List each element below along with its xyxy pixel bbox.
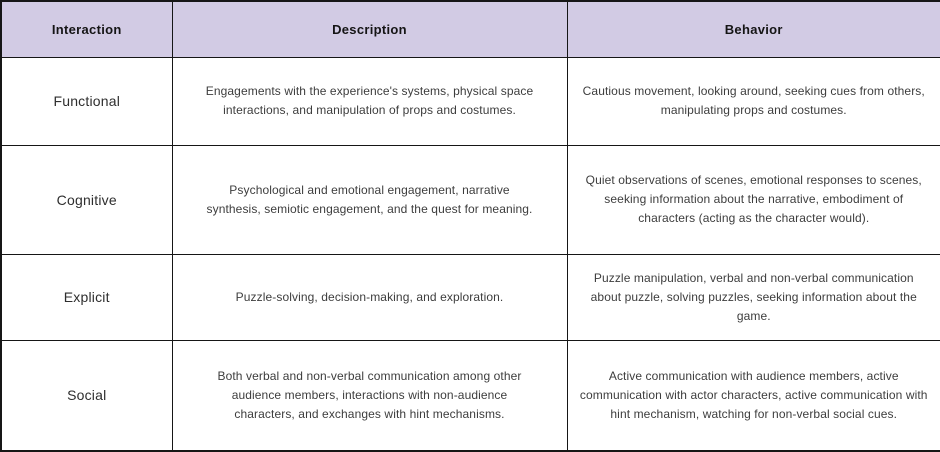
cell-interaction: Social [1,340,172,451]
cell-description: Both verbal and non-verbal communication among other audience members, interactions with non-audience characters, and exchanges with hint mechanisms. [172,340,567,451]
cell-behavior: Cautious movement, looking around, seeking cues from others, manipulating props and costumes. [567,57,940,145]
cell-description: Engagements with the experience's systems, physical space interactions, and manipulation of props and costumes. [172,57,567,145]
table-header-row [1,1,940,57]
table-row-cognitive [1,145,940,254]
cell-behavior: Puzzle manipulation, verbal and non-verbal communication about puzzle, solving puzzles, seeking information about the game. [567,254,940,340]
column-header-behavior: Behavior [567,1,940,57]
cell-interaction: Explicit [1,254,172,340]
cell-behavior: Quiet observations of scenes, emotional responses to scenes, seeking information about the narrative, embodiment of characters (acting as the character would). [567,145,940,254]
column-header-interaction: Interaction [1,1,172,57]
cell-interaction: Functional [1,57,172,145]
table-row-explicit [1,254,940,340]
cell-description: Puzzle-solving, decision-making, and exploration. [172,254,567,340]
column-header-description: Description [172,1,567,57]
cell-interaction: Cognitive [1,145,172,254]
table-row-functional [1,57,940,145]
cell-description: Psychological and emotional engagement, narrative synthesis, semiotic engagement, and the quest for meaning. [172,145,567,254]
table-row-social [1,340,940,451]
cell-behavior: Active communication with audience members, active communication with actor characters, active communication with hint mechanism, watching for non-verbal social cues. [567,340,940,451]
